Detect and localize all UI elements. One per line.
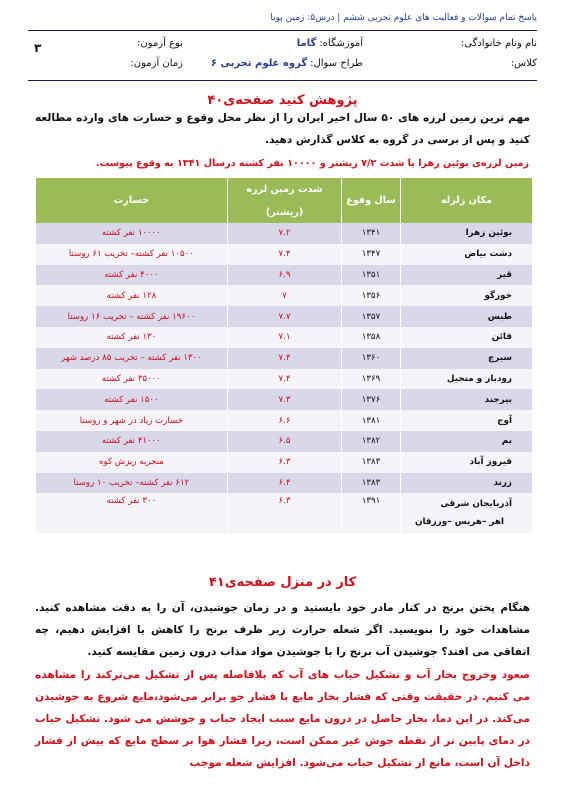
exam-type-field [137,38,183,49]
year-cell: ۱۳۵۶ [342,285,401,306]
damage-cell: ۱۳۰۰ نفر کشته – تخریب ۸۵ درصد شهر [36,348,228,369]
exam-time-label: زمان آزمون: [130,58,183,69]
table-row [36,473,533,494]
name-label: نام ونام خانوادگی: [460,38,537,49]
place-sub: اهر –هریس –ورزقان [415,517,504,528]
damage-cell: ۳۰۰ نفر کشته [36,493,228,533]
header-title: پاسخ تمام سوالات و فعالیت های علوم تجربی ششم | درس۵: زمین پویا [270,13,537,23]
place-main: آذربایجان شرقی [440,499,512,510]
table-row [36,431,533,452]
damage-cell: ۱۳۰ نفر کشته [36,327,228,348]
school-label: آموزشگاه: [319,38,363,49]
year-cell: ۱۳۸۲ [342,431,401,452]
class-field [511,58,537,69]
year-cell: ۱۳۷۶ [342,389,401,410]
damage-cell: ۱۰۵۰۰ نفر کشته– تخریب ۶۱ روستا [36,244,228,265]
place-cell: فیروز آباد [400,452,532,473]
magnitude-cell: ۷.۴ [227,348,341,369]
designer-field [211,58,363,69]
year-cell: ۱۳۸۱ [342,410,401,431]
place-cell: خورگو [400,285,532,306]
page-number: ۳ [34,41,42,55]
magnitude-cell: ۷.۲ [227,223,341,244]
info-divider [28,80,537,81]
place-cell: بوئین زهرا [400,223,532,244]
damage-cell: ۶۱۲ نفر کشته– تخریب ۱۰ روستا [36,473,228,494]
table-row [36,306,533,327]
damage-cell: ۳۵۰۰۰ نفر کشته [36,369,228,390]
year-cell: ۱۳۵۸ [342,327,401,348]
damage-cell: منجربه ریزش کوه [36,452,228,473]
place-cell: طبس [400,306,532,327]
magnitude-cell: ۷.۳ [227,389,341,410]
exam-type-label: نوع آزمون: [137,38,183,49]
header-divider [28,30,537,31]
year-cell: ۱۳۶۰ [342,348,401,369]
school-value: گاما [296,38,317,49]
year-cell: ۱۳۹۱ [342,493,401,533]
research-question: مهم ترین زمین لرزه های ۵۰ سال اخیر ایران را از نظر محل وقوع و خسارت های وارده مطالعه کنید و پس از برسی در گروه به کلاس گذارش دهید. [35,112,530,146]
place-cell: سیرچ [400,348,532,369]
table-row [36,348,533,369]
table-row [36,327,533,348]
magnitude-cell: ۷.۷ [227,306,341,327]
header-magnitude: شدت زمین لرزه [227,178,341,201]
homework-question: هنگام پختن برنج در کنار مادر خود بایستید و در زمان جوشیدن، آن را به دقت مشاهده کنید. مشاهدات خود را بنویسید. اگر شعله حرارت زیر ظرف برنج را کاهش یا افزایش دهیم، چه اتفاقی می افتد؟ جوشیدن آب برنج را با جوشیدن مواد مذاب درون زمین مقایسه کنید. [35,602,530,658]
class-label: کلاس: [510,58,537,69]
table-row [36,223,533,244]
magnitude-cell: ۷.۴ [227,369,341,390]
table-row [36,265,533,286]
school-field [297,38,363,49]
header-magnitude-unit: (ریشتر) [227,201,341,223]
year-cell: ۱۳۴۱ [342,223,401,244]
magnitude-cell: ۶.۳ [227,452,341,473]
research-summary: زمین لرزه‌ی بوئین زهرا با شدت ۷/۲ ریشتر و ۱۰۰۰۰ نفر کشته درسال ۱۳۴۱ به وقوع پیوست. [95,158,529,169]
damage-cell: ۴۰۰۰ نفر کشته [36,265,228,286]
year-cell: ۱۳۸۳ [342,473,401,494]
homework-answer: صعود وخروج بخار آب و تشکیل حباب های آب که بلافاصله پس از تشکیل می‌ترکند را مشاهده می کنیم. در حقیقت وقتی که فشار بخار مایع با فشار جو برابر می‌شود،مایع شروع به جوشیدن می‌کند. در این دما، بخار حاصل در درون مایع سبب ایجاد حباب و جوشش می شود. تشکیل حباب در دمای پایین تر از نقطه جوش غیر ممکن است، زیرا فشار هوا بر سطح مایع که بیش از فشار داخل آن است، مانع از تشکیل حباب می‌شود. افزایش شعله موجب [35,669,530,769]
year-cell: ۱۳۶۹ [342,369,401,390]
earthquake-table [35,178,532,533]
name-field [461,38,537,49]
section-title-research: پژوهش کنید صفحه‌ی۴۰ [207,93,358,108]
place-cell: قیر [400,265,532,286]
place-cell [400,493,532,533]
damage-cell: ۱۵۰۰ نفر کشته [36,389,228,410]
place-cell: دشت بیاض [400,244,532,265]
place-cell: بیرجند [400,389,532,410]
table-row [36,285,533,306]
damage-cell: ۱۲۸ نفر کشته [36,285,228,306]
header-place: مکان زلزله [400,178,532,223]
magnitude-cell: ۷.۴ [227,244,341,265]
magnitude-cell: ۶.۵ [227,431,341,452]
year-cell: ۱۳۴۷ [342,244,401,265]
magnitude-cell: ۶.۹ [227,265,341,286]
table-row [36,369,533,390]
table-row [36,389,533,410]
table-row [36,410,533,431]
table-row [36,493,533,533]
magnitude-cell: ۶.۶ [227,410,341,431]
magnitude-cell: ۷ [227,285,341,306]
place-cell: آوج [400,410,532,431]
table-row [36,452,533,473]
header-damage: خسارت [36,178,228,223]
year-cell: ۱۳۸۳ [342,452,401,473]
table-row [36,244,533,265]
designer-label: طراح سوال: [310,58,363,69]
place-cell: زرند [400,473,532,494]
damage-cell: ۱۹۶۰۰ نفر کشته – تخریب ۱۶ روستا [36,306,228,327]
designer-value: گروه علوم تجربی ۶ [210,58,308,69]
place-cell: قائن [400,327,532,348]
place-cell: بم [400,431,532,452]
place-cell: رودبار و منجیل [400,369,532,390]
header-year: سال وقوع [342,178,401,223]
damage-cell: ۱۰۰۰۰ نفر کشته [36,223,228,244]
year-cell: ۱۳۵۷ [342,306,401,327]
year-cell: ۱۳۵۱ [342,265,401,286]
damage-cell: ۴۱۰۰۰ نفر کشته [36,431,228,452]
magnitude-cell: ۶.۳ [227,493,341,533]
section-title-homework: کار در منزل صفحه‌ی۴۱ [208,575,357,590]
damage-cell: خسارت زیاد در شهر و روستا [36,410,228,431]
magnitude-cell: ۷.۱ [227,327,341,348]
exam-time-field [130,58,183,69]
magnitude-cell: ۶.۴ [227,473,341,494]
